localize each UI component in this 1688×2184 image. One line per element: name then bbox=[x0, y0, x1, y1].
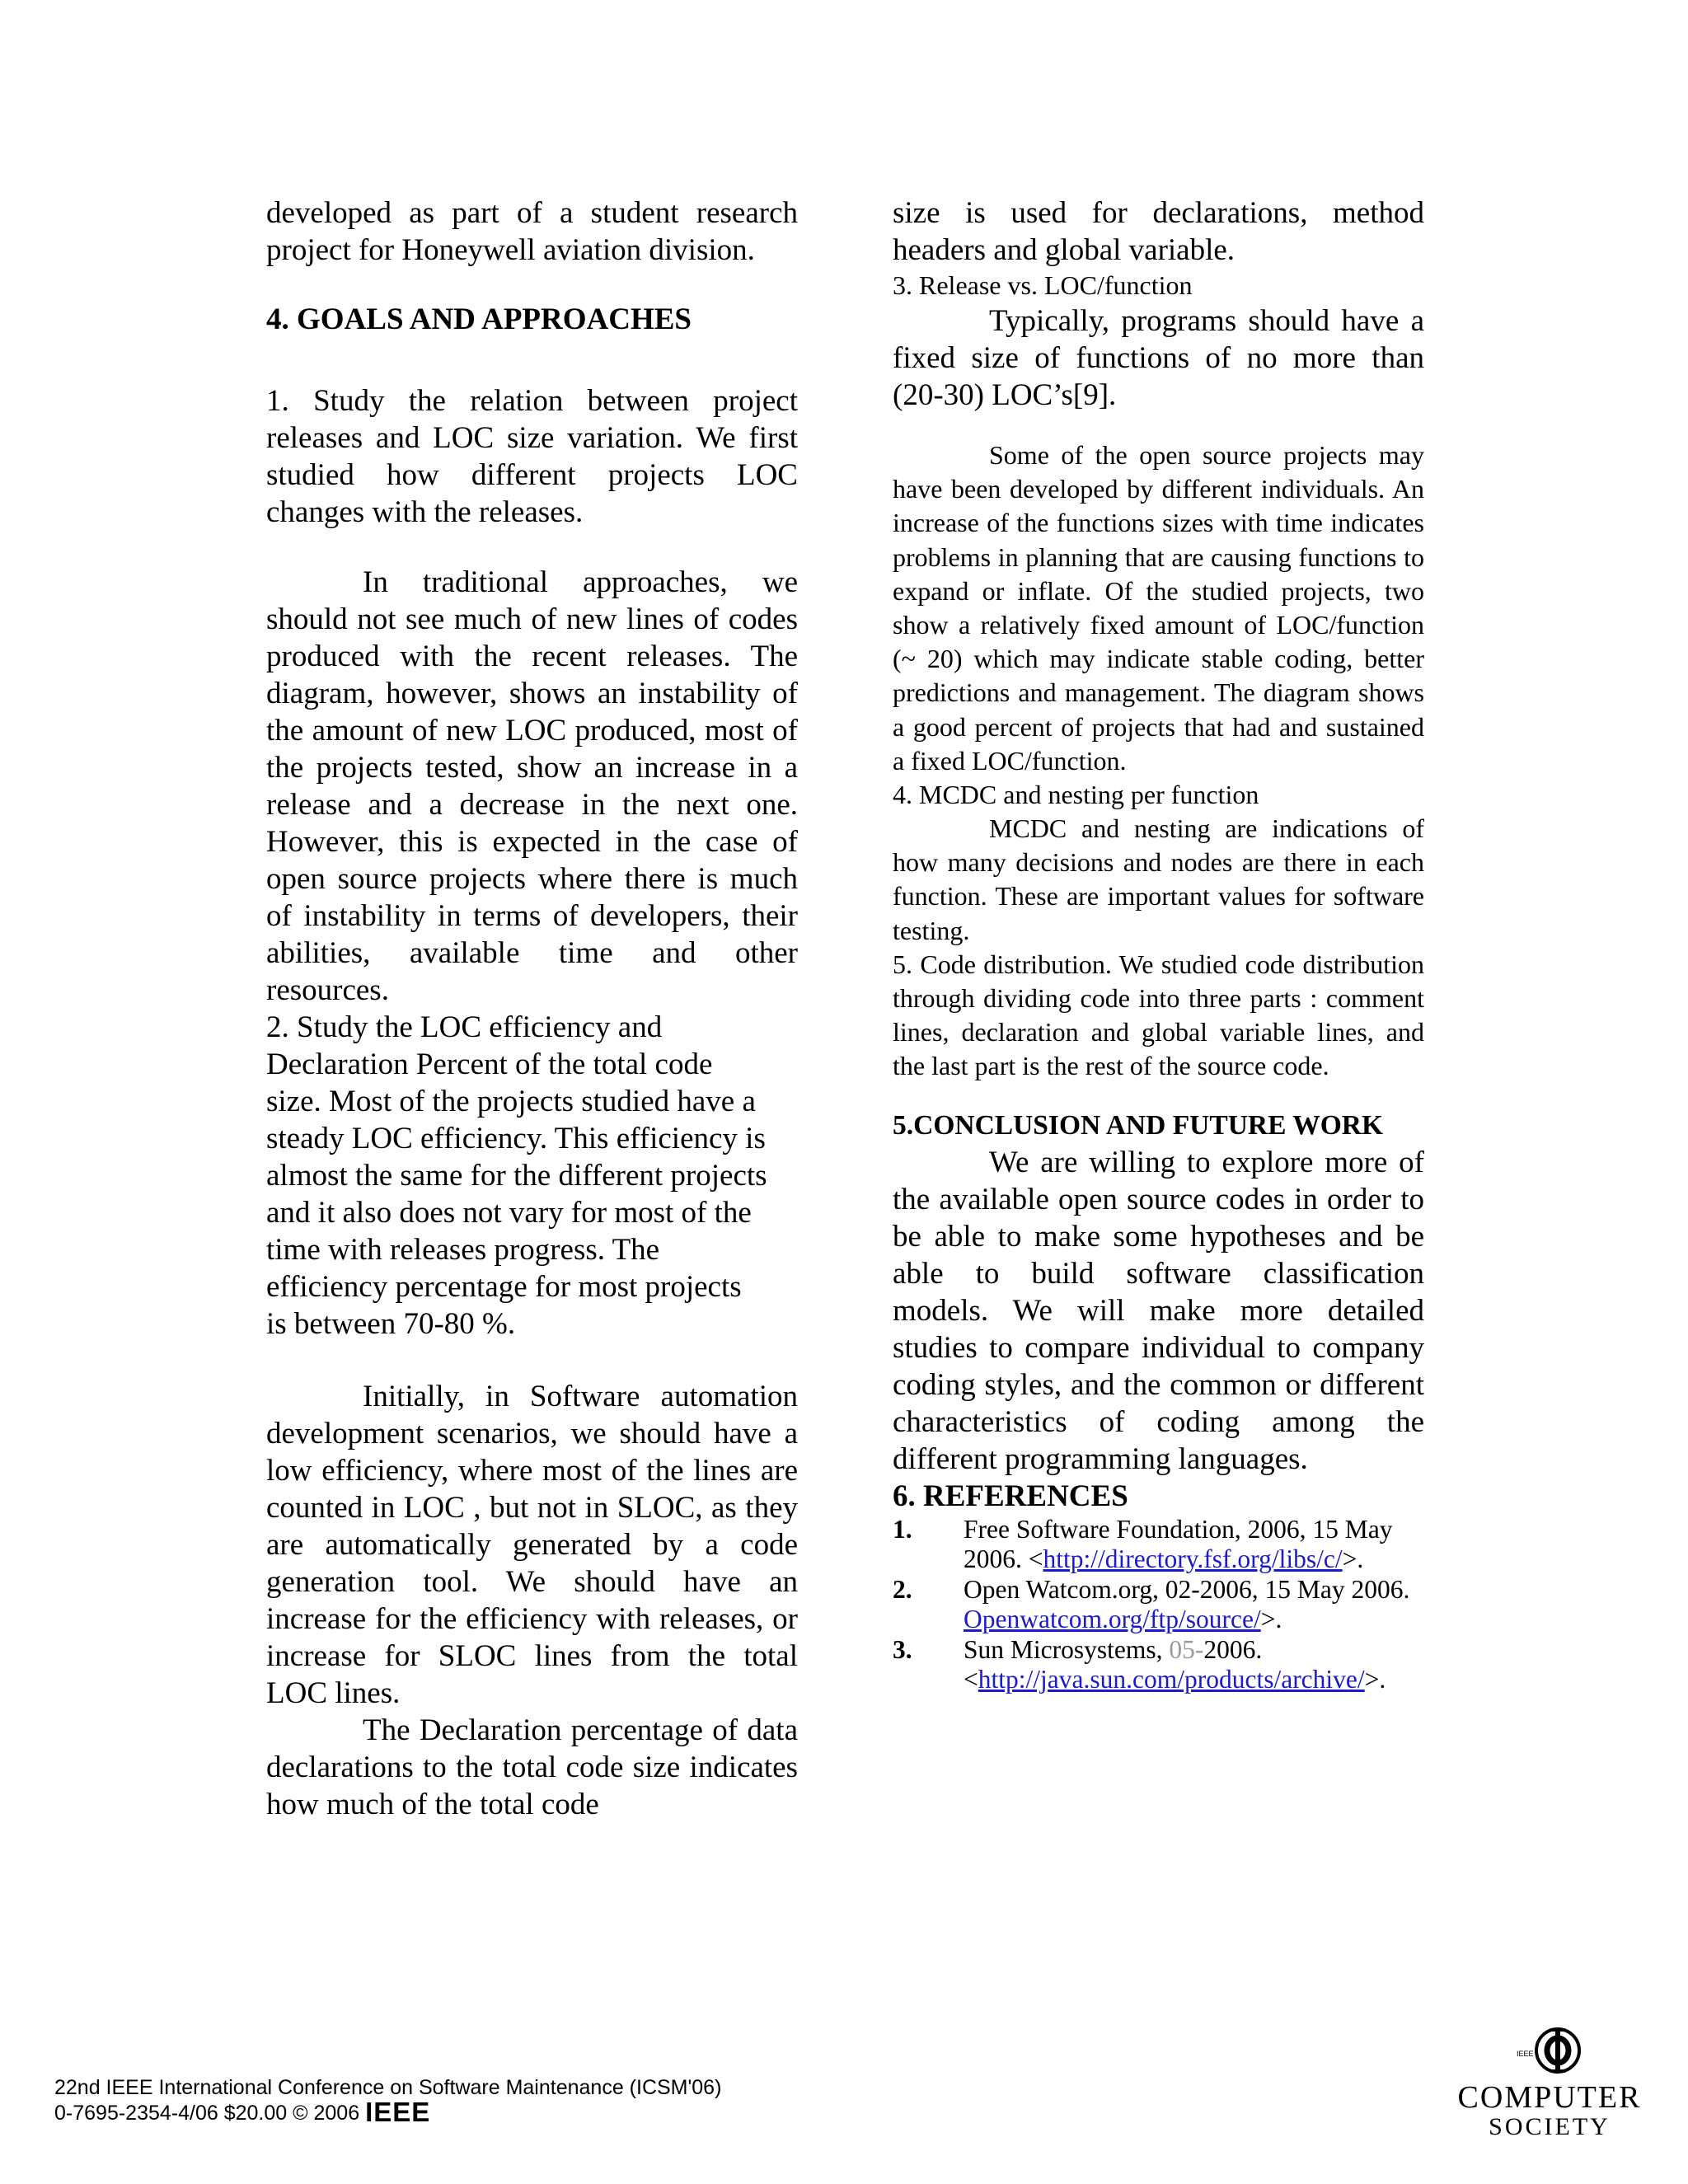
paragraph-traditional: In traditional approaches, we should not see much of new lines of codes produced with the recent releases. The diagram, however, shows an instability of the amount of new LOC produced, most of the projects tested, show an increase in a release and a decrease in the next one. However, this is expected in the case of open source projects where there is much of instability in terms of developers, their abilities, available time and other resources. bbox=[266, 565, 798, 1007]
section-heading-goals: 4. GOALS AND APPROACHES bbox=[266, 302, 692, 336]
subsection-release-loc: 3. Release vs. LOC/function bbox=[893, 270, 1193, 300]
reference-item bbox=[893, 1515, 1424, 1574]
ieee-wordmark: IEEE bbox=[365, 2097, 431, 2127]
goal-item-1: 1. Study the relation between project releases and LOC size variation. We first studied how different projects LOC changes with the releases. bbox=[266, 384, 798, 529]
footer-conference: 22nd IEEE International Conference on Software Maintenance (ICSM'06) bbox=[54, 2076, 722, 2099]
reference-number: 1. bbox=[893, 1514, 912, 1544]
footer bbox=[54, 2075, 721, 2125]
goal-item-2-line: almost the same for the different projects bbox=[266, 1159, 767, 1193]
goal-item-2-line: Declaration Percent of the total code bbox=[266, 1047, 713, 1081]
paragraph-initially: Initially, in Software automation development scenarios, we should have a low efficiency, where most of the lines are counted in LOC , but not in SLOC, as they are automatically generated by a code generation tool. We should have an increase for the efficiency with releases, or increase for SLOC lines from the total LOC lines. bbox=[266, 1380, 798, 1710]
goal-item-2-line: is between 70-80 %. bbox=[266, 1307, 516, 1341]
goal-item-2-line: 2. Study the LOC efficiency and bbox=[266, 1010, 663, 1044]
paragraph-code-distribution: 5. Code distribution. We studied code distribution through dividing code into three parts : comment lines, declaration and global variable lines, and the last part is the rest of the source code. bbox=[893, 949, 1424, 1081]
reference-tail: >. bbox=[1364, 1664, 1386, 1694]
subsection-mcdc: 4. MCDC and nesting per function bbox=[893, 780, 1259, 810]
computer-society-logo bbox=[1451, 2023, 1648, 2163]
left-column bbox=[266, 194, 798, 1823]
goal-item-2-line: size. Most of the projects studied have a bbox=[266, 1085, 756, 1118]
goal-item-2-line: and it also does not vary for most of the bbox=[266, 1196, 752, 1230]
reference-tail: >. bbox=[1260, 1604, 1282, 1633]
footer-isbn bbox=[54, 2097, 721, 2127]
footer-isbn-text: 0-7695-2354-4/06 $20.00 © 2006 bbox=[54, 2102, 366, 2125]
reference-text bbox=[964, 1515, 1424, 1574]
paragraph-conclusion: We are willing to explore more of the available open source codes in order to be able to make some hypotheses and be able to build software classification models. We will make more detailed studies to compare individual to company coding styles, and the common or different characteristics of coding among the different programming languages. bbox=[893, 1145, 1424, 1476]
paragraph-mcdc: MCDC and nesting are indications of how many decisions and nodes are there in each function. These are important values for software testing. bbox=[893, 813, 1424, 945]
reference-link[interactable]: http://java.sun.com/products/archive/ bbox=[978, 1664, 1365, 1694]
paragraph-open-source: Some of the open source projects may have been developed by different individuals. An increase of the functions sizes with time indicates problems in planning that are causing functions to expand or inflate. Of the studied projects, two show a relatively fixed amount of LOC/function (~ 20) which may indicate stable coding, better predictions and management. The diagram shows a good percent of projects that had and sustained a fixed LOC/function. bbox=[893, 440, 1424, 776]
reference-text bbox=[964, 1635, 1424, 1694]
reference-faint-text: 05- bbox=[1169, 1634, 1204, 1664]
reference-link[interactable]: http://directory.fsf.org/libs/c/ bbox=[1043, 1544, 1343, 1573]
reference-body: Free Software Foundation, 2006, 15 May 2006. < bbox=[964, 1514, 1393, 1573]
reference-list bbox=[893, 1515, 1424, 1694]
right-column bbox=[893, 194, 1424, 1695]
ieee-phi-icon bbox=[1515, 2023, 1589, 2081]
reference-text bbox=[964, 1575, 1424, 1634]
goal-item-2 bbox=[266, 1009, 798, 1343]
goal-item-2-line: time with releases progress. The bbox=[266, 1233, 660, 1267]
intro-paragraph: developed as part of a student research project for Honeywell aviation division. bbox=[266, 196, 798, 267]
logo-society-text: SOCIETY bbox=[1489, 2113, 1611, 2140]
reference-number: 3. bbox=[893, 1634, 912, 1664]
goal-item-2-line: steady LOC efficiency. This efficiency is bbox=[266, 1122, 766, 1155]
paragraph-declaration: The Declaration percentage of data declarations to the total code size indicates how much of the total code bbox=[266, 1713, 798, 1821]
reference-tail: >. bbox=[1342, 1544, 1364, 1573]
logo-ieee-small-text: IEEE bbox=[1517, 2050, 1534, 2058]
reference-body: Sun Microsystems, bbox=[964, 1634, 1170, 1664]
logo-computer-text: COMPUTER bbox=[1457, 2080, 1642, 2115]
reference-body: 2006. < bbox=[964, 1634, 1263, 1694]
paragraph-typically: Typically, programs should have a fixed size of functions of no more than (20-30) LOC’s[9]. bbox=[893, 304, 1424, 412]
reference-number: 2. bbox=[893, 1574, 912, 1604]
section-heading-conclusion: 5.CONCLUSION AND FUTURE WORK bbox=[893, 1109, 1384, 1141]
reference-item bbox=[893, 1635, 1424, 1694]
goal-item-2-line: efficiency percentage for most projects bbox=[266, 1270, 742, 1304]
reference-item bbox=[893, 1575, 1424, 1634]
section-heading-references: 6. REFERENCES bbox=[893, 1479, 1128, 1513]
reference-body: Open Watcom.org, 02-2006, 15 May 2006. bbox=[964, 1574, 1410, 1604]
continued-paragraph: size is used for declarations, method headers and global variable. bbox=[893, 196, 1424, 267]
reference-link[interactable]: Openwatcom.org/ftp/source/ bbox=[964, 1604, 1261, 1633]
